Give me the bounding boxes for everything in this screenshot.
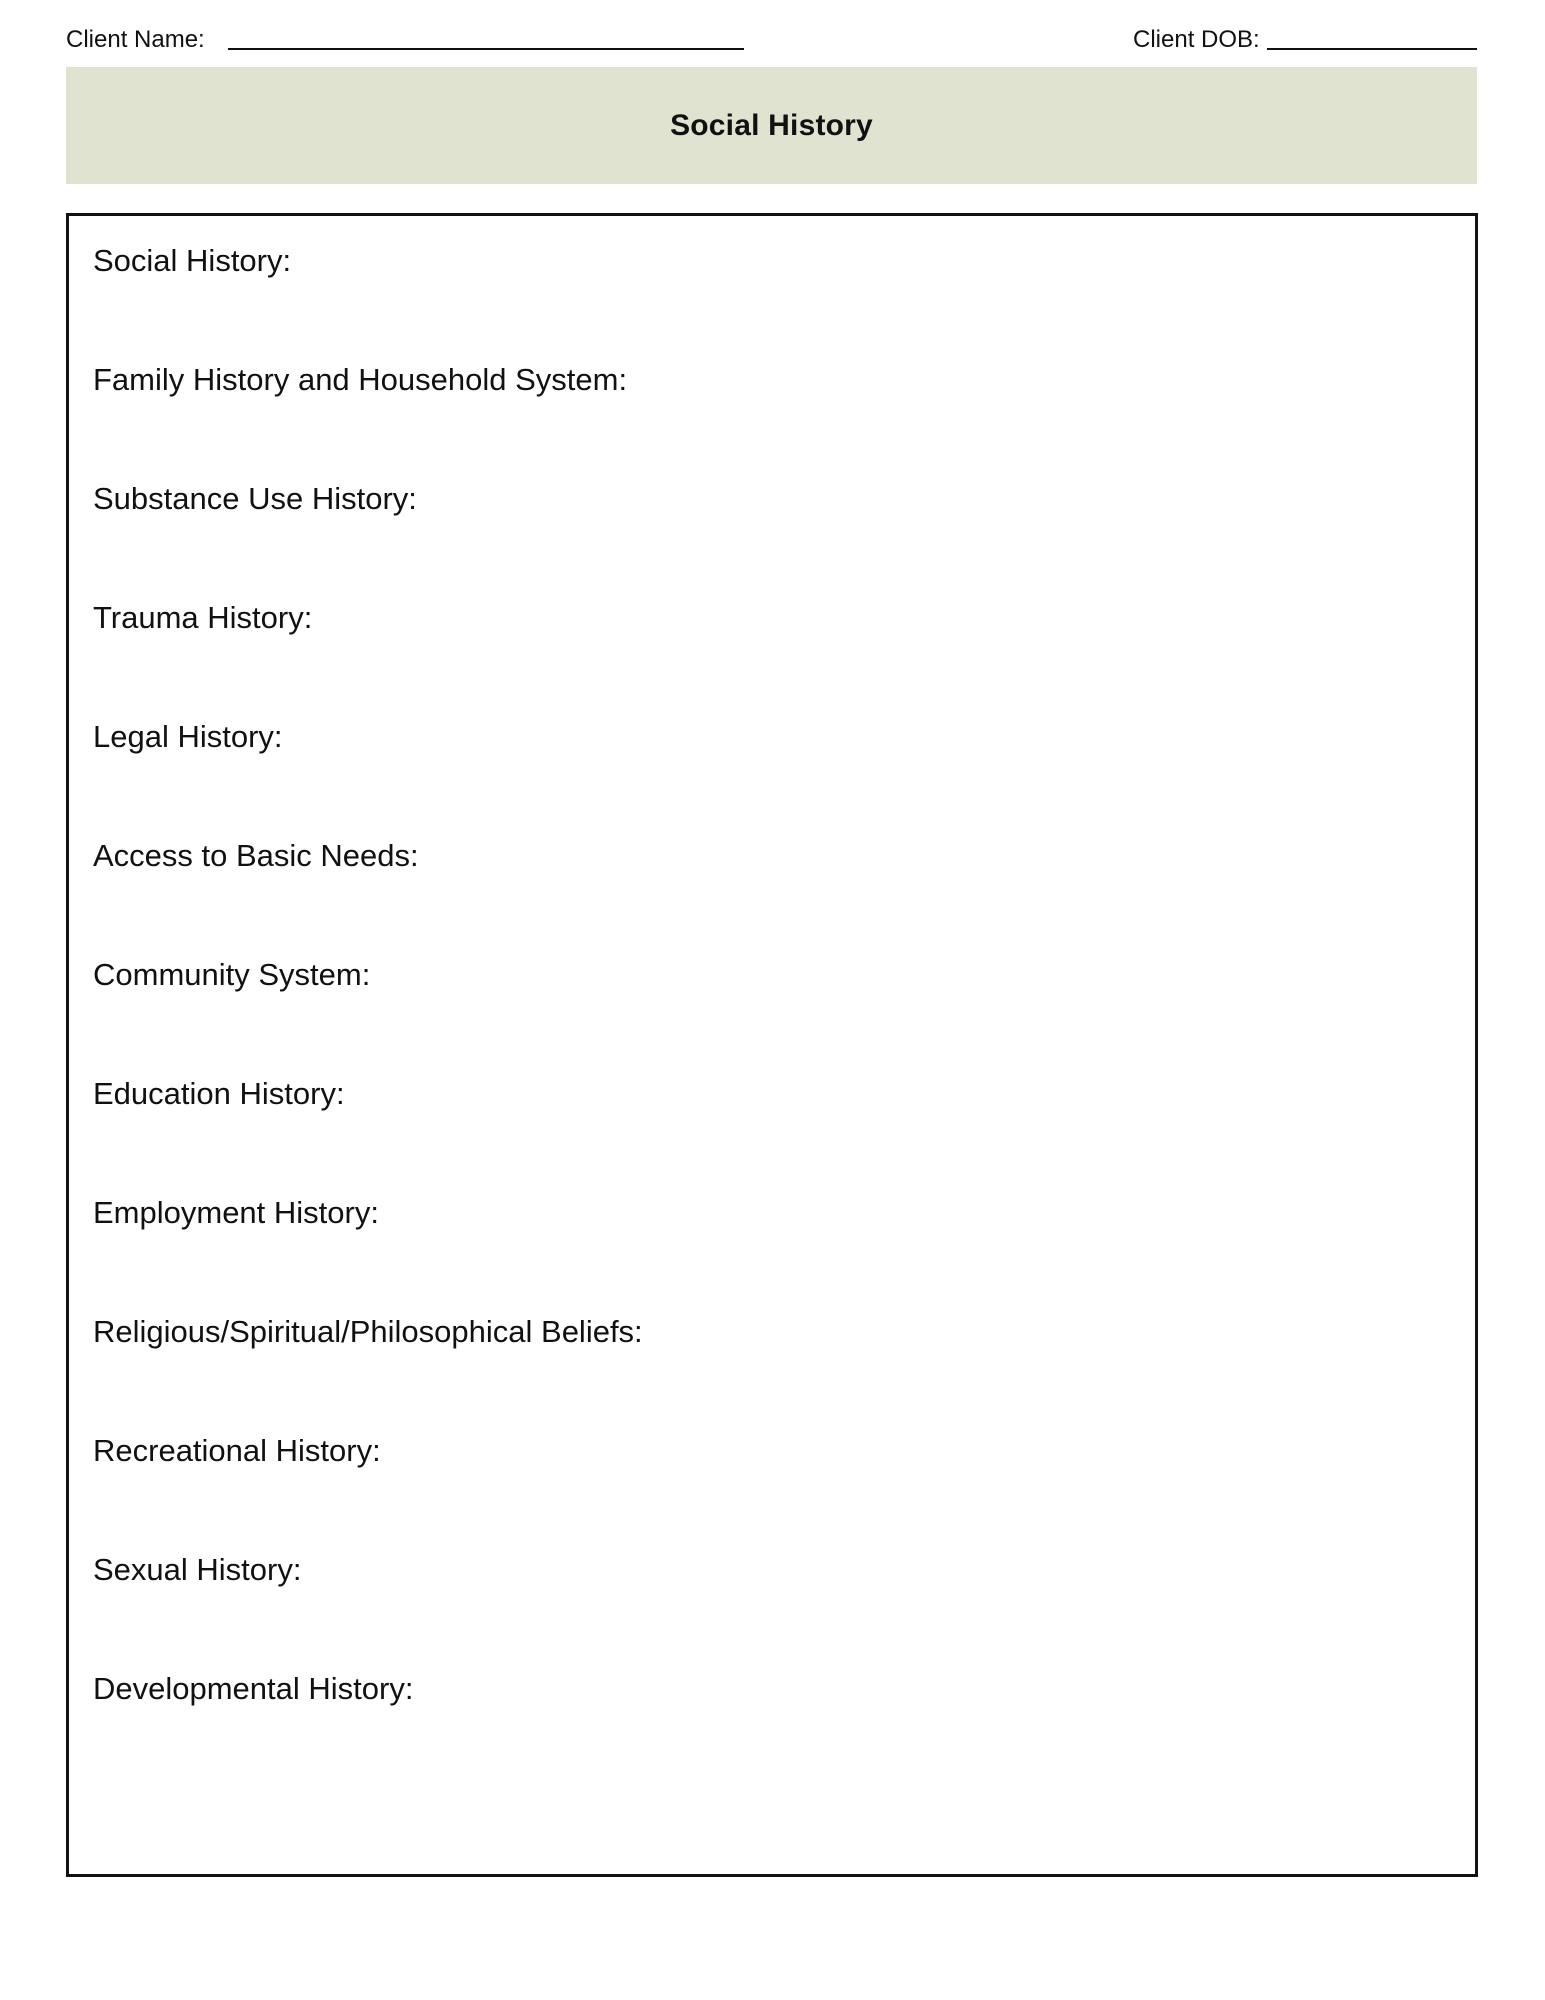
page-title: Social History xyxy=(670,108,873,142)
client-dob-label: Client DOB: xyxy=(1133,26,1260,53)
field-basic-needs: Access to Basic Needs: xyxy=(93,838,419,873)
field-community-system: Community System: xyxy=(93,957,371,992)
field-developmental-history: Developmental History: xyxy=(93,1671,414,1706)
field-employment-history: Employment History: xyxy=(93,1195,379,1230)
client-name-field xyxy=(66,20,746,54)
field-sexual-history: Sexual History: xyxy=(93,1552,302,1587)
client-name-underline[interactable] xyxy=(228,48,744,50)
title-banner xyxy=(66,67,1477,184)
field-trauma-history: Trauma History: xyxy=(93,600,313,635)
client-dob-underline[interactable] xyxy=(1267,48,1477,50)
field-social-history: Social History: xyxy=(93,243,292,278)
field-family-history: Family History and Household System: xyxy=(93,362,628,397)
client-dob-field xyxy=(1133,20,1477,54)
field-recreational-history: Recreational History: xyxy=(93,1433,381,1468)
field-religious-beliefs: Religious/Spiritual/Philosophical Beliefs: xyxy=(93,1314,643,1349)
field-education-history: Education History: xyxy=(93,1076,345,1111)
social-history-box xyxy=(66,213,1478,1877)
field-legal-history: Legal History: xyxy=(93,719,283,754)
field-substance-use-history: Substance Use History: xyxy=(93,481,417,516)
client-name-label: Client Name: xyxy=(66,26,205,53)
